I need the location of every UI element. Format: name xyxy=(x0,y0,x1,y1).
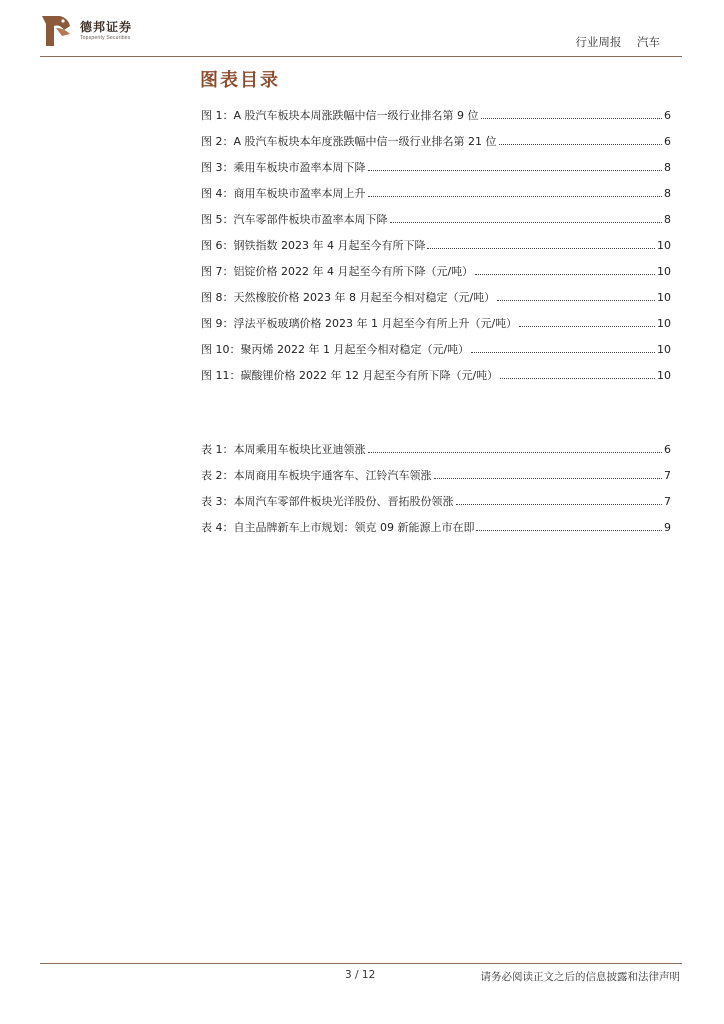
leader-dots xyxy=(475,273,655,275)
figure-entry[interactable] xyxy=(201,211,671,229)
report-sector: 汽车 xyxy=(637,35,660,49)
footer-divider xyxy=(40,963,682,964)
figure-entry-page: 10 xyxy=(657,265,671,278)
page-header xyxy=(0,0,724,58)
figure-entry-page: 6 xyxy=(664,135,671,148)
table-entry-page: 6 xyxy=(664,443,671,456)
figure-entry-label: 图 10：聚丙烯 2022 年 1 月起至今相对稳定（元/吨） xyxy=(201,343,470,356)
leader-dots xyxy=(519,325,655,327)
table-entry-page: 9 xyxy=(664,521,671,534)
figure-entry-label: 图 2：A 股汽车板块本年度涨跌幅中信一级行业排名第 21 位 xyxy=(201,135,497,148)
figure-entry[interactable] xyxy=(201,289,671,307)
logo-english-name: Topsperity Securities xyxy=(80,35,131,41)
figure-entry-label: 图 6：钢铁指数 2023 年 4 月起至今有所下降 xyxy=(201,239,426,252)
figure-entry-page: 10 xyxy=(657,239,671,252)
table-entry[interactable] xyxy=(201,519,671,537)
company-logo xyxy=(40,14,190,50)
logo-chinese-name: 德邦证券 xyxy=(80,20,133,34)
leader-dots xyxy=(368,195,663,197)
leader-dots xyxy=(390,221,663,223)
leader-dots xyxy=(471,351,655,353)
table-entry[interactable] xyxy=(201,441,671,459)
figure-entry-page: 10 xyxy=(657,317,671,330)
leader-dots xyxy=(499,143,662,145)
header-divider xyxy=(40,56,682,57)
leader-dots xyxy=(368,169,663,171)
table-entry-label: 表 3：本周汽车零部件板块光洋股份、晋拓股份领涨 xyxy=(201,495,454,508)
figure-entry-label: 图 9：浮法平板玻璃价格 2023 年 1 月起至今有所上升（元/吨） xyxy=(201,317,518,330)
footer-disclaimer: 请务必阅读正文之后的信息披露和法律声明 xyxy=(480,971,680,983)
figure-entry-page: 8 xyxy=(664,213,671,226)
figure-entry-label: 图 11：碳酸锂价格 2022 年 12 月起至今有所下降（元/吨） xyxy=(201,369,499,382)
logo-mark-icon xyxy=(40,14,74,48)
figure-entry-label: 图 3：乘用车板块市盈率本周下降 xyxy=(201,161,366,174)
leader-dots xyxy=(476,529,662,531)
figure-entry-page: 6 xyxy=(664,109,671,122)
figure-entry[interactable] xyxy=(201,263,671,281)
figure-entry-page: 10 xyxy=(657,343,671,356)
figure-entry[interactable] xyxy=(201,237,671,255)
leader-dots xyxy=(427,247,655,249)
figure-entry[interactable] xyxy=(201,107,671,125)
table-entry[interactable] xyxy=(201,493,671,511)
table-entry[interactable] xyxy=(201,467,671,485)
figure-entry-label: 图 4：商用车板块市盈率本周上升 xyxy=(201,187,366,200)
header-category xyxy=(563,34,660,50)
section-title: 图表目录 xyxy=(200,70,280,91)
figure-entry[interactable] xyxy=(201,315,671,333)
table-entry-label: 表 1：本周乘用车板块比亚迪领涨 xyxy=(201,443,366,456)
report-type: 行业周报 xyxy=(575,35,622,49)
table-entry-label: 表 4：自主品牌新车上市规划：领克 09 新能源上市在即 xyxy=(201,521,475,534)
figure-entry[interactable] xyxy=(201,341,671,359)
table-entry-page: 7 xyxy=(664,495,671,508)
leader-dots xyxy=(497,299,655,301)
figure-entry[interactable] xyxy=(201,367,671,385)
leader-dots xyxy=(456,503,663,505)
figure-entry[interactable] xyxy=(201,159,671,177)
page-number: 3 / 12 xyxy=(345,969,376,981)
figure-entry-label: 图 5：汽车零部件板块市盈率本周下降 xyxy=(201,213,388,226)
leader-dots xyxy=(481,117,662,119)
figure-entry-label: 图 7：铝锭价格 2022 年 4 月起至今有所下降（元/吨） xyxy=(201,265,474,278)
figure-entry-label: 图 1：A 股汽车板块本周涨跌幅中信一级行业排名第 9 位 xyxy=(201,109,479,122)
figure-entry-label: 图 8：天然橡胶价格 2023 年 8 月起至今相对稳定（元/吨） xyxy=(201,291,496,304)
figure-entry-page: 10 xyxy=(657,291,671,304)
figure-entry[interactable] xyxy=(201,185,671,203)
leader-dots xyxy=(368,451,663,453)
figure-entry[interactable] xyxy=(201,133,671,151)
table-entry-label: 表 2：本周商用车板块宇通客车、江铃汽车领涨 xyxy=(201,469,432,482)
figure-entry-page: 8 xyxy=(664,187,671,200)
leader-dots xyxy=(434,477,663,479)
table-entry-page: 7 xyxy=(664,469,671,482)
figure-entry-page: 10 xyxy=(657,369,671,382)
leader-dots xyxy=(500,377,655,379)
figure-entry-page: 8 xyxy=(664,161,671,174)
